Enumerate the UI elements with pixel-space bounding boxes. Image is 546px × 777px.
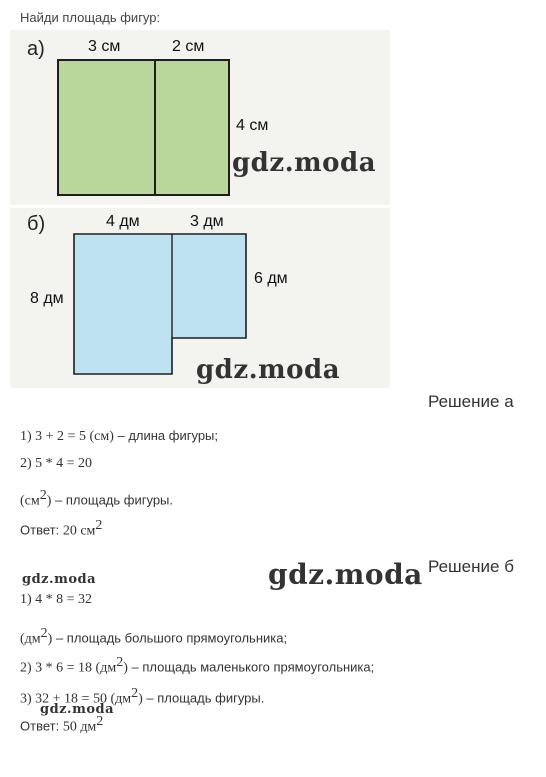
text: – площадь маленького прямоугольника; bbox=[127, 659, 375, 675]
exponent: 2 bbox=[39, 488, 47, 503]
math-close: ) bbox=[47, 631, 53, 647]
solution-a-heading: Решение а bbox=[428, 392, 514, 411]
text: – площадь фигуры. bbox=[51, 492, 174, 508]
solution-b-line-3 bbox=[20, 655, 374, 676]
figure-a-top-left-dim: 3 см bbox=[88, 38, 121, 55]
figure-a-right-dim: 4 см bbox=[236, 117, 269, 134]
math-close: ) bbox=[138, 691, 143, 707]
math: 2) 5 * 4 = 20 bbox=[20, 456, 93, 471]
answer-label: Ответ: bbox=[20, 718, 63, 734]
figure-a-top-right-dim: 2 см bbox=[172, 38, 205, 55]
figure-b-top-right-dim: 3 дм bbox=[190, 213, 224, 230]
text: – площадь большого прямоугольника; bbox=[52, 630, 288, 646]
text: – площадь фигуры. bbox=[142, 690, 265, 706]
math-close: ) bbox=[123, 660, 128, 676]
answer-value: 50 дм bbox=[62, 719, 97, 735]
exponent: 2 bbox=[116, 655, 124, 670]
solution-b-answer bbox=[20, 714, 103, 735]
exponent: 2 bbox=[40, 626, 48, 641]
figure-b-right-dim: 6 дм bbox=[254, 270, 288, 287]
math: (см bbox=[20, 493, 40, 509]
figure-a-label: а) bbox=[27, 38, 45, 60]
math: 1) 4 * 8 = 32 bbox=[20, 592, 93, 607]
watermark-fig-b: gdz.moda bbox=[196, 355, 341, 385]
figure-b-top-left-dim: 4 дм bbox=[106, 213, 140, 230]
math: 3) 32 + 18 = 50 (дм bbox=[20, 691, 132, 707]
watermark-small-2: gdz.moda bbox=[40, 702, 115, 717]
solution-b-line-1 bbox=[20, 591, 92, 608]
math-close: ) bbox=[46, 493, 52, 509]
solution-a-line-3 bbox=[20, 488, 173, 509]
answer-exponent: 2 bbox=[96, 714, 104, 729]
answer-exponent: 2 bbox=[95, 518, 103, 533]
answer-value: 20 см bbox=[62, 523, 96, 539]
watermark-small-1: gdz.moda bbox=[22, 572, 97, 587]
figure-b-left-dim: 8 дм bbox=[30, 290, 64, 307]
text: – длина фигуры; bbox=[113, 428, 219, 443]
solution-a-answer bbox=[20, 518, 102, 539]
figure-a-divider bbox=[154, 59, 156, 196]
math: 1) 3 + 2 = 5 (см) bbox=[20, 429, 114, 444]
task-title: Найди площадь фигур: bbox=[20, 10, 161, 25]
watermark-fig-a: gdz.moda bbox=[232, 148, 377, 178]
math: 2) 3 * 6 = 18 (дм bbox=[20, 660, 117, 676]
solution-b-heading: Решение б bbox=[428, 557, 514, 576]
exponent: 2 bbox=[131, 686, 139, 701]
answer-label: Ответ: bbox=[20, 522, 63, 538]
solution-a-line-1 bbox=[20, 428, 218, 445]
math: (дм bbox=[20, 631, 41, 647]
solution-a-line-2 bbox=[20, 455, 92, 472]
figure-a-rectangle bbox=[57, 59, 230, 196]
figure-b-label: б) bbox=[27, 213, 46, 235]
solution-b-line-2 bbox=[20, 626, 287, 647]
watermark-large-b: gdz.moda bbox=[268, 558, 423, 591]
